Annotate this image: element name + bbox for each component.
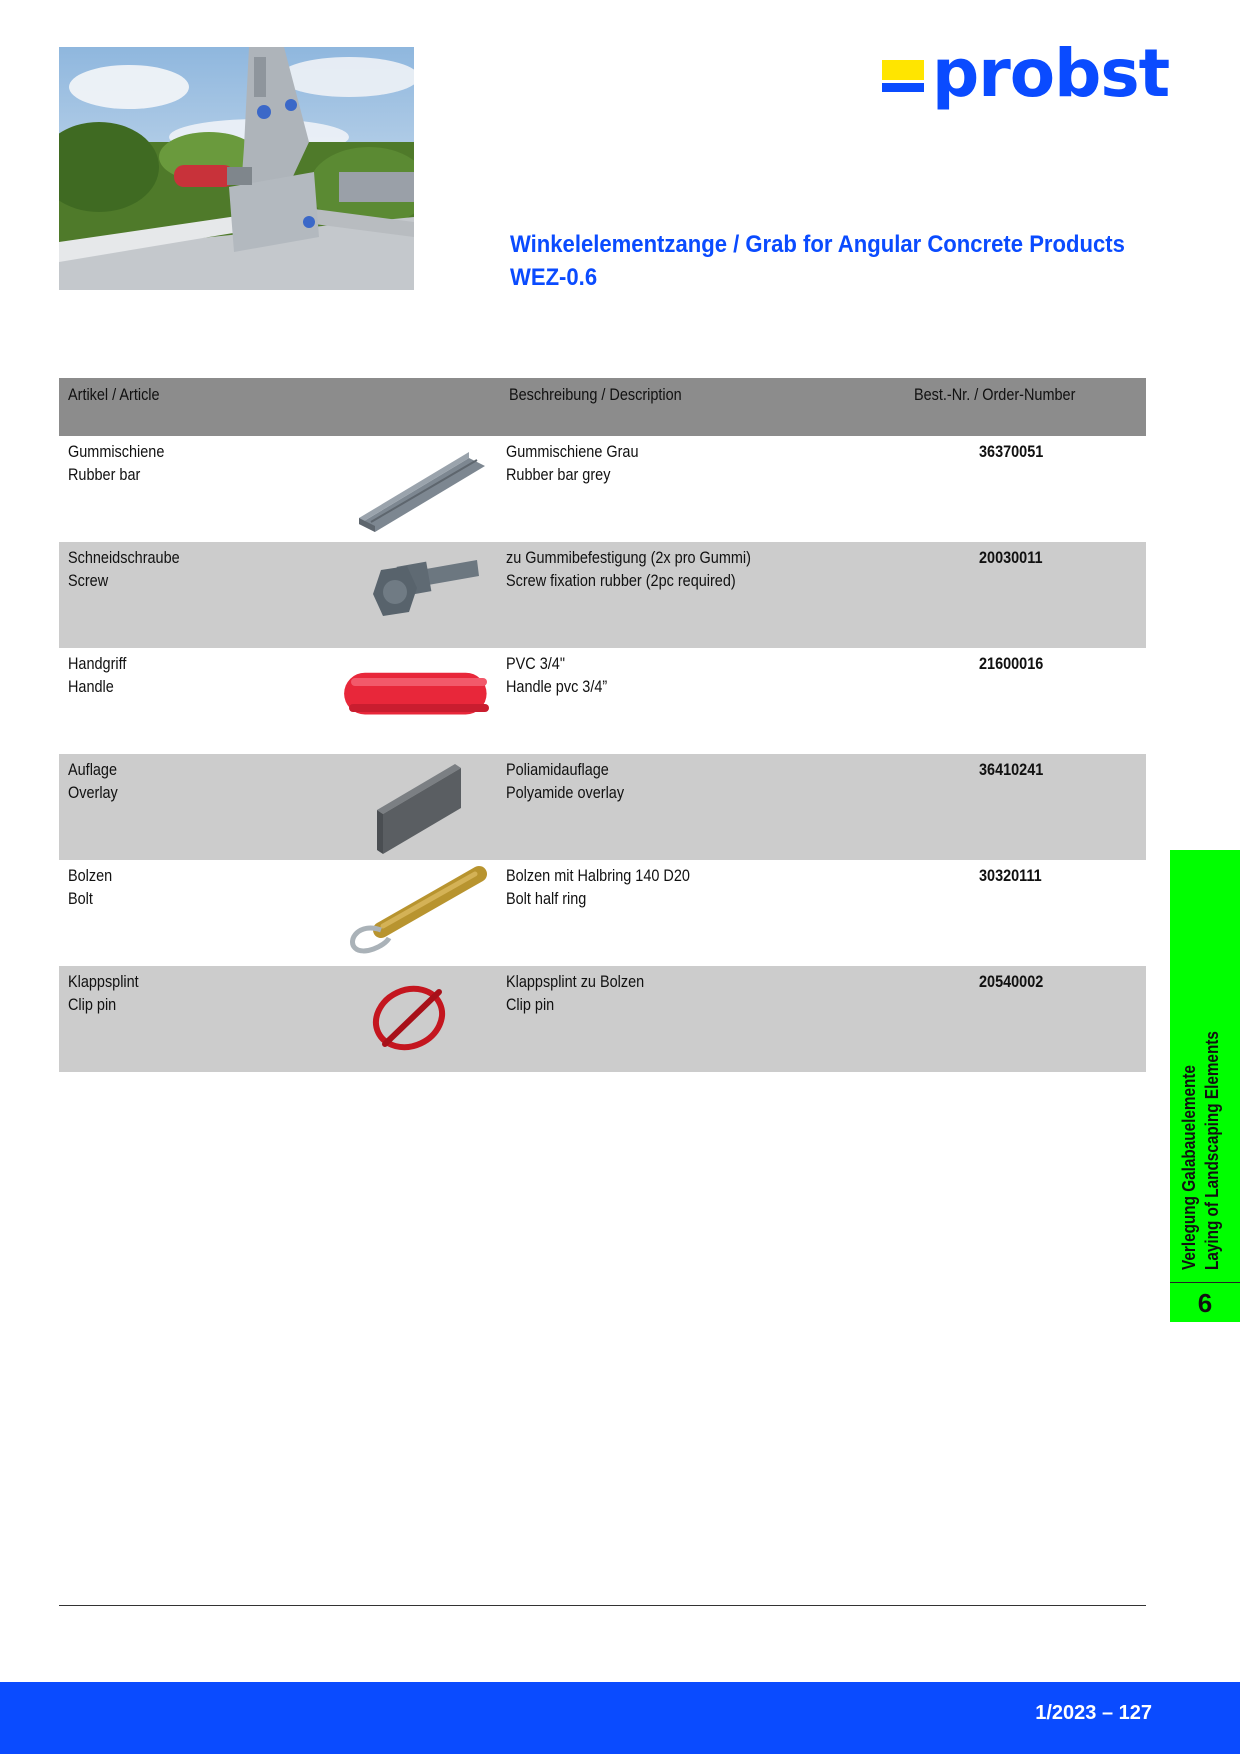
description-de: Gummischiene Grau [506,442,639,461]
table-row [59,860,1146,966]
overlay-plate-icon [289,754,489,860]
description-de: PVC 3/4" [506,654,565,673]
logo-mark-yellow [882,60,924,80]
article-cell [68,652,126,698]
description-en: Handle pvc 3/4” [506,677,608,696]
order-number: 30320111 [979,866,1042,885]
article-cell [68,864,112,910]
description-cell [506,970,644,1016]
footer-rule [59,1605,1146,1606]
table-row [59,648,1146,754]
description-cell [506,652,607,698]
rubber-bar-icon [289,436,489,542]
page-number: 1/2023 – 127 [1035,1702,1152,1724]
description-cell [506,758,624,804]
table-header [59,378,1146,436]
description-en: Clip pin [506,995,555,1014]
description-cell [506,440,639,486]
chapter-title-en: Laying of Landscaping Elements [1202,1031,1222,1270]
probst-logo [882,35,1188,114]
title-line-2: WEZ-0.6 [510,264,598,291]
article-name-de: Bolzen [68,866,113,885]
description-cell [506,546,751,592]
clip-pin-icon [289,966,489,1072]
description-en: Screw fixation rubber (2pc required) [506,571,736,590]
description-cell [506,864,690,910]
order-number: 21600016 [979,654,1044,673]
description-de: Poliamidauflage [506,760,609,779]
chapter-title-de: Verlegung Galabauelemente [1179,1065,1199,1270]
bolt-icon [289,860,489,966]
article-cell [68,440,164,486]
chapter-number: 6 [1197,1288,1213,1318]
article-name-de: Handgriff [68,654,127,673]
article-cell [68,546,180,592]
chapter-title [1178,870,1232,1270]
logo-mark-blue [882,83,924,92]
article-name-de: Gummischiene [68,442,165,461]
description-en: Bolt half ring [506,889,587,908]
parts-table [59,378,1146,1072]
table-row [59,542,1146,648]
article-name-en: Clip pin [68,995,117,1014]
article-cell [68,970,139,1016]
footer-band [0,1682,1240,1754]
article-name-de: Klappsplint [68,972,139,991]
order-number: 36410241 [979,760,1044,779]
description-en: Polyamide overlay [506,783,625,802]
table-row [59,966,1146,1072]
header-order-number: Best.-Nr. / Order-Number [914,385,1076,404]
order-number: 36370051 [979,442,1044,461]
order-number: 20540002 [979,972,1044,991]
article-name-de: Schneidschraube [68,548,180,567]
logo-wordmark: probst [932,35,1170,112]
screw-icon [289,542,489,648]
description-de: zu Gummibefestigung (2x pro Gummi) [506,548,751,567]
description-de: Klappsplint zu Bolzen [506,972,645,991]
article-name-de: Auflage [68,760,118,779]
table-row [59,436,1146,542]
table-row [59,754,1146,860]
handle-icon [289,648,489,754]
article-name-en: Rubber bar [68,465,141,484]
article-name-en: Bolt [68,889,93,908]
order-number: 20030011 [979,548,1043,567]
article-name-en: Handle [68,677,114,696]
description-en: Rubber bar grey [506,465,611,484]
title-line-1: Winkelelementzange / Grab for Angular Concrete Products [510,231,1125,258]
article-name-en: Overlay [68,783,118,802]
chapter-tab [1170,850,1240,1322]
header-article: Artikel / Article [68,385,160,404]
article-name-en: Screw [68,571,109,590]
description-de: Bolzen mit Halbring 140 D20 [506,866,690,885]
article-cell [68,758,118,804]
header-description: Beschreibung / Description [509,385,682,404]
page-title [510,228,1125,294]
chapter-divider [1170,1282,1240,1283]
product-photo [59,47,414,290]
